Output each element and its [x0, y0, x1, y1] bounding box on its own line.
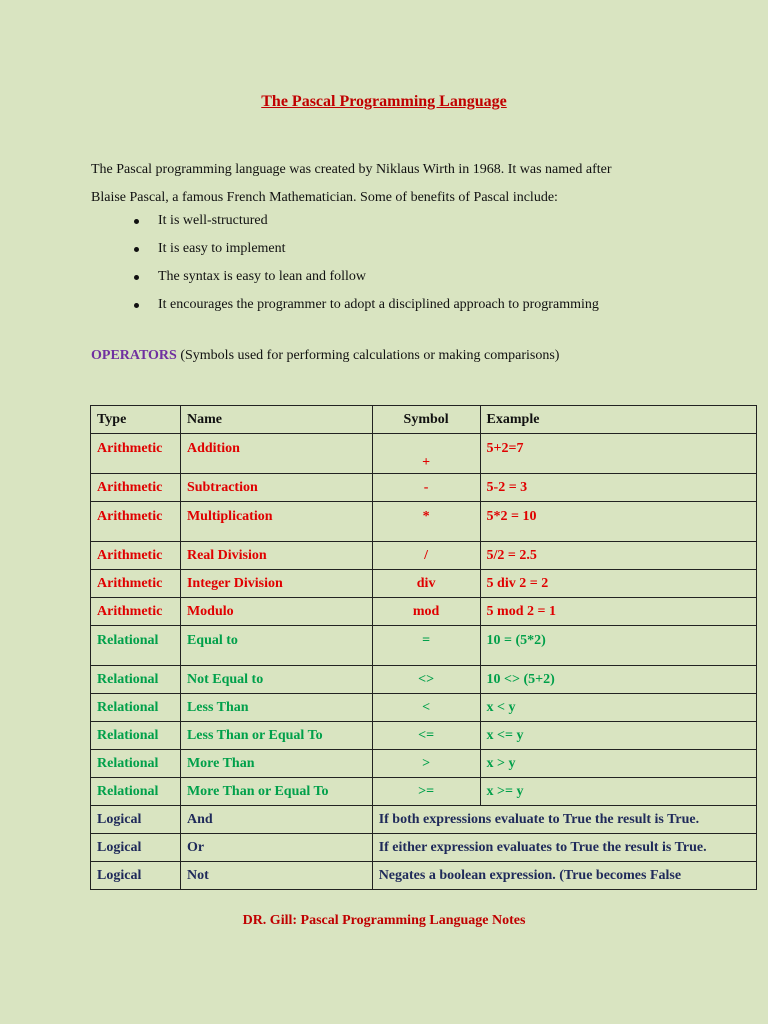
- cell-name: Modulo: [180, 598, 372, 626]
- cell-symbol: >: [372, 750, 480, 778]
- operators-keyword: OPERATORS: [91, 348, 177, 363]
- cell-type: Arithmetic: [91, 434, 181, 474]
- symbol-text: *: [422, 509, 430, 524]
- list-item: It is easy to implement: [131, 235, 599, 263]
- cell-name: Subtraction: [180, 474, 372, 502]
- cell-example: 5 mod 2 = 1: [480, 598, 756, 626]
- cell-symbol: >=: [372, 778, 480, 806]
- cell-name: Less Than: [180, 694, 372, 722]
- cell-example: x < y: [480, 694, 756, 722]
- cell-description: Negates a boolean expression. (True becomes False: [372, 862, 756, 890]
- cell-symbol: -: [372, 474, 480, 502]
- cell-symbol: div: [372, 570, 480, 598]
- table-row: [91, 666, 757, 694]
- table-header-row: [91, 406, 757, 434]
- table-row: [91, 722, 757, 750]
- cell-example: 5-2 = 3: [480, 474, 756, 502]
- cell-type: Relational: [91, 750, 181, 778]
- cell-name: Less Than or Equal To: [180, 722, 372, 750]
- cell-example: 5*2 = 10: [480, 502, 756, 542]
- cell-type: Arithmetic: [91, 502, 181, 542]
- cell-example: 10 <> (5+2): [480, 666, 756, 694]
- cell-symbol: <=: [372, 722, 480, 750]
- header-name: Name: [180, 406, 372, 434]
- symbol-text: +: [422, 455, 431, 470]
- table-row: [91, 598, 757, 626]
- cell-type: Logical: [91, 806, 181, 834]
- cell-name: Equal to: [180, 626, 372, 666]
- table-row: [91, 806, 757, 834]
- cell-type: Arithmetic: [91, 542, 181, 570]
- cell-type: Arithmetic: [91, 570, 181, 598]
- table-row: [91, 542, 757, 570]
- cell-name: Multiplication: [180, 502, 372, 542]
- list-item: It is well-structured: [131, 207, 599, 235]
- cell-symbol: [372, 626, 480, 666]
- cell-type: Relational: [91, 626, 181, 666]
- cell-example: 5/2 = 2.5: [480, 542, 756, 570]
- table-row: [91, 694, 757, 722]
- table-row: [91, 502, 757, 542]
- cell-type: Arithmetic: [91, 474, 181, 502]
- benefits-list: [131, 207, 599, 319]
- table-row: [91, 778, 757, 806]
- cell-name: Addition: [180, 434, 372, 474]
- operators-heading: [91, 348, 559, 364]
- cell-name: Real Division: [180, 542, 372, 570]
- cell-name: Not Equal to: [180, 666, 372, 694]
- operators-table: [90, 405, 757, 890]
- intro-line: Blaise Pascal, a famous French Mathematician. Some of benefits of Pascal include:: [91, 190, 558, 205]
- cell-example: 10 = (5*2): [480, 626, 756, 666]
- intro-line: The Pascal programming language was created by Niklaus Wirth in 1968. It was named after: [91, 162, 612, 177]
- cell-symbol: mod: [372, 598, 480, 626]
- cell-type: Relational: [91, 778, 181, 806]
- cell-symbol: [372, 434, 480, 474]
- cell-type: Relational: [91, 694, 181, 722]
- cell-name: Not: [180, 862, 372, 890]
- cell-name: Or: [180, 834, 372, 862]
- footer-note: DR. Gill: Pascal Programming Language Notes: [242, 913, 526, 928]
- cell-example: x >= y: [480, 778, 756, 806]
- cell-name: More Than: [180, 750, 372, 778]
- cell-name: Integer Division: [180, 570, 372, 598]
- intro-paragraph: [91, 156, 731, 212]
- symbol-text: =: [422, 633, 431, 648]
- cell-type: Relational: [91, 722, 181, 750]
- table-row: [91, 750, 757, 778]
- cell-type: Logical: [91, 862, 181, 890]
- cell-example: 5+2=7: [480, 434, 756, 474]
- cell-type: Relational: [91, 666, 181, 694]
- table-row: [91, 862, 757, 890]
- cell-example: x > y: [480, 750, 756, 778]
- cell-description: If both expressions evaluate to True the result is True.: [372, 806, 756, 834]
- cell-name: And: [180, 806, 372, 834]
- cell-description: If either expression evaluates to True the result is True.: [372, 834, 756, 862]
- header-example: Example: [480, 406, 756, 434]
- cell-example: x <= y: [480, 722, 756, 750]
- cell-type: Arithmetic: [91, 598, 181, 626]
- list-item: It encourages the programmer to adopt a disciplined approach to programming: [131, 291, 599, 319]
- cell-example: 5 div 2 = 2: [480, 570, 756, 598]
- cell-type: Logical: [91, 834, 181, 862]
- table-row: [91, 474, 757, 502]
- page-title: The Pascal Programming Language: [261, 93, 507, 110]
- list-item: The syntax is easy to lean and follow: [131, 263, 599, 291]
- cell-name: More Than or Equal To: [180, 778, 372, 806]
- cell-symbol: <: [372, 694, 480, 722]
- table-row: [91, 434, 757, 474]
- header-type: Type: [91, 406, 181, 434]
- table-row: [91, 626, 757, 666]
- cell-symbol: /: [372, 542, 480, 570]
- table-row: [91, 570, 757, 598]
- cell-symbol: <>: [372, 666, 480, 694]
- header-symbol: Symbol: [372, 406, 480, 434]
- table-row: [91, 834, 757, 862]
- operators-description: (Symbols used for performing calculations or making comparisons): [180, 348, 560, 363]
- cell-symbol: [372, 502, 480, 542]
